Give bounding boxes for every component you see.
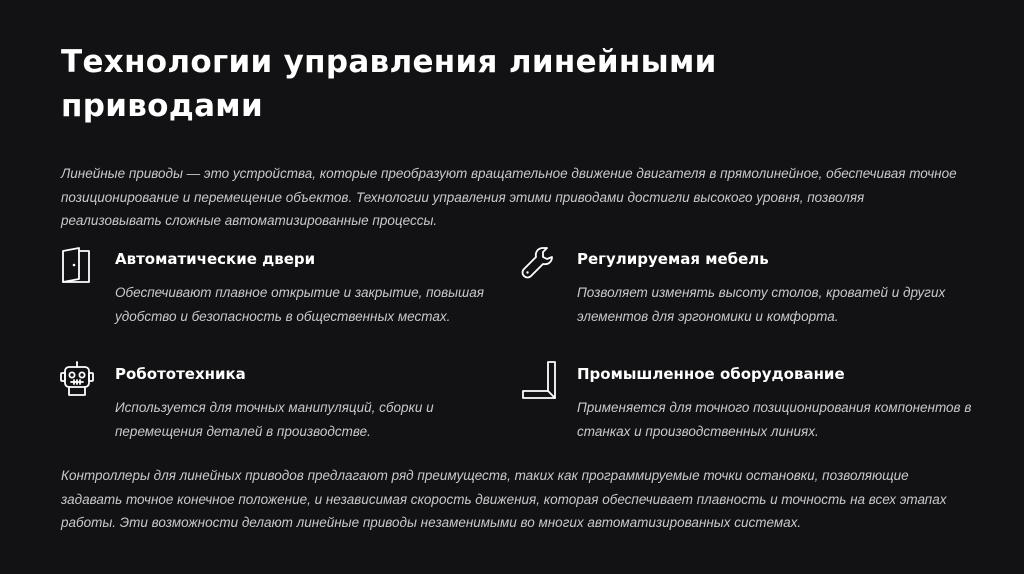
feature-title: Автоматические двери: [115, 250, 316, 268]
door-icon: [59, 245, 95, 285]
wrench-icon: [521, 245, 557, 285]
conclusion-paragraph: Контроллеры для линейных приводов предлагают ряд преимуществ, таких как программируемые точки остановки, позволяющие задавать точное конечное положение, и независимая скорость движения, которая обеспечивает плавность и точность на всех этапах работы. Эти возможности делают линейные приводы незаменимыми во многих автоматизированных системах.: [61, 468, 947, 530]
feature-title: Промышленное оборудование: [577, 365, 845, 383]
slide-title: Технологии управления линейными приводами: [61, 44, 717, 124]
feature-title: Регулируемая мебель: [577, 250, 769, 268]
l-bracket-icon: [521, 360, 557, 400]
feature-description: Применяется для точного позиционирования компонентов в станках и производственных линиях.: [577, 400, 972, 439]
intro-paragraph: Линейные приводы — это устройства, которые преобразуют вращательное движение двигателя в прямолинейное, обеспечивая точное позиционирование и перемещение объектов. Технологии управления этими приводами достигли высокого уровня, позволяя реализовывать сложные автоматизированные процессы.: [61, 166, 957, 228]
feature-description: Позволяет изменять высоту столов, кроватей и других элементов для эргономики и комфорта.: [577, 285, 946, 324]
feature-title: Робототехника: [115, 365, 246, 383]
feature-description: Используется для точных манипуляций, сборки и перемещения деталей в производстве.: [115, 400, 434, 439]
feature-description: Обеспечивают плавное открытие и закрытие, повышая удобство и безопасность в общественных местах.: [115, 285, 484, 324]
robot-icon: [59, 360, 95, 400]
